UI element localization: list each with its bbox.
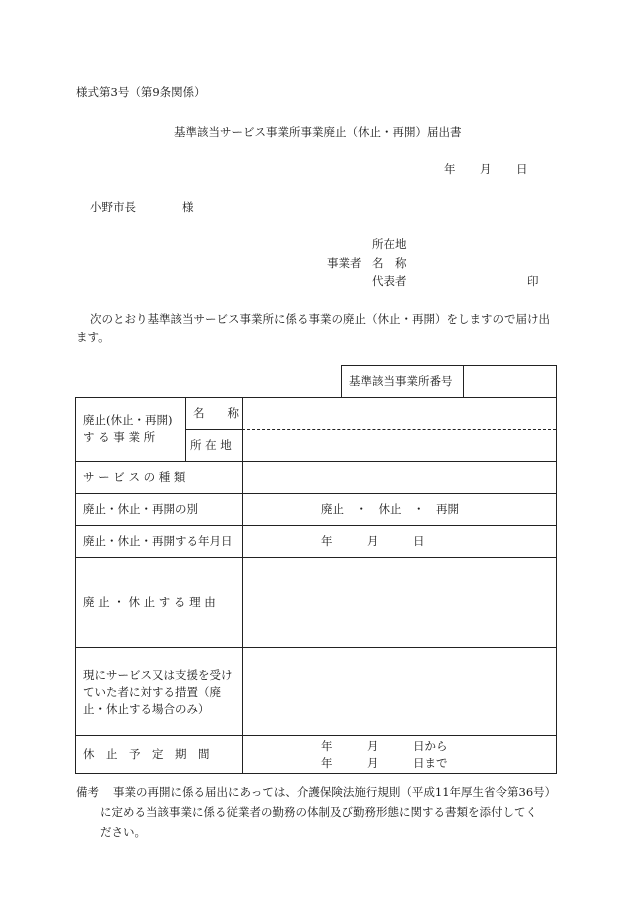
remarks-line-1: 事業の再開に係る届出にあっては、介護保険法施行規則（平成11年厚生省令第36号） (113, 785, 557, 799)
addressee-honorific: 様 (182, 200, 194, 214)
service-type-label: サ ー ビ ス の 種 類 (83, 470, 186, 484)
period-to[interactable]: 年 月 日まで (321, 756, 448, 770)
category-options[interactable]: 廃止 ・ 休止 ・ 再開 (321, 502, 459, 516)
date-label: 廃止・休止・再開する年月日 (83, 534, 233, 548)
seal-mark: 印 (527, 274, 539, 288)
intro-line-1: 次のとおり基準該当サービス事業所に係る事業の廃止（休止・再開）をしますので届け出 (90, 312, 550, 326)
measures-field[interactable] (244, 650, 554, 733)
office-label-line2: す る 事 業 所 (83, 430, 156, 444)
office-number-box (341, 365, 557, 398)
reason-field[interactable] (244, 560, 554, 645)
remarks-label: 備考 (76, 785, 99, 799)
period-from[interactable]: 年 月 日から (321, 739, 448, 753)
applicant-name-label: 名 称 (372, 256, 407, 270)
document-title: 基準該当サービス事業所事業廃止（休止・再開）届出書 (174, 125, 462, 139)
applicant-rep-label: 代表者 (372, 274, 407, 288)
intro-line-2: ます。 (76, 330, 110, 344)
office-number-field[interactable] (465, 367, 555, 397)
office-name-label: 名 称 (193, 406, 239, 420)
office-address-label: 所 在 地 (190, 438, 232, 452)
addressee-name: 小野市長 (90, 200, 136, 214)
office-address-field[interactable] (244, 432, 554, 459)
date-month: 月 (480, 162, 492, 176)
service-type-field[interactable] (244, 464, 554, 491)
form-table (75, 397, 557, 774)
category-label: 廃止・休止・再開の別 (83, 502, 198, 516)
form-number: 様式第3号（第9条関係） (76, 85, 206, 99)
remarks-line-2: に定める当該事業に係る従業者の勤務の体制及び勤務形態に関する書類を添付してく (100, 805, 537, 819)
date-year: 年 (444, 162, 456, 176)
measures-label-line1: 現にサービス又は支援を受け (83, 668, 233, 682)
office-name-field[interactable] (244, 400, 554, 427)
reason-label: 廃 止 ・ 休 止 す る 理 由 (83, 595, 216, 609)
date-day: 日 (516, 162, 528, 176)
office-number-label: 基準該当事業所番号 (349, 374, 453, 388)
applicant-label: 事業者 (327, 256, 362, 270)
remarks-line-3: ださい。 (100, 825, 146, 839)
measures-label-line3: 止・休止する場合のみ） (83, 702, 210, 716)
measures-label-line2: ていた者に対する措置（廃 (83, 685, 221, 699)
date-value[interactable]: 年 月 日 (321, 534, 425, 548)
applicant-address-label: 所在地 (372, 237, 407, 251)
office-label-line1: 廃止(休止・再開) (83, 413, 173, 427)
period-label: 休 止 予 定 期 間 (83, 747, 210, 761)
